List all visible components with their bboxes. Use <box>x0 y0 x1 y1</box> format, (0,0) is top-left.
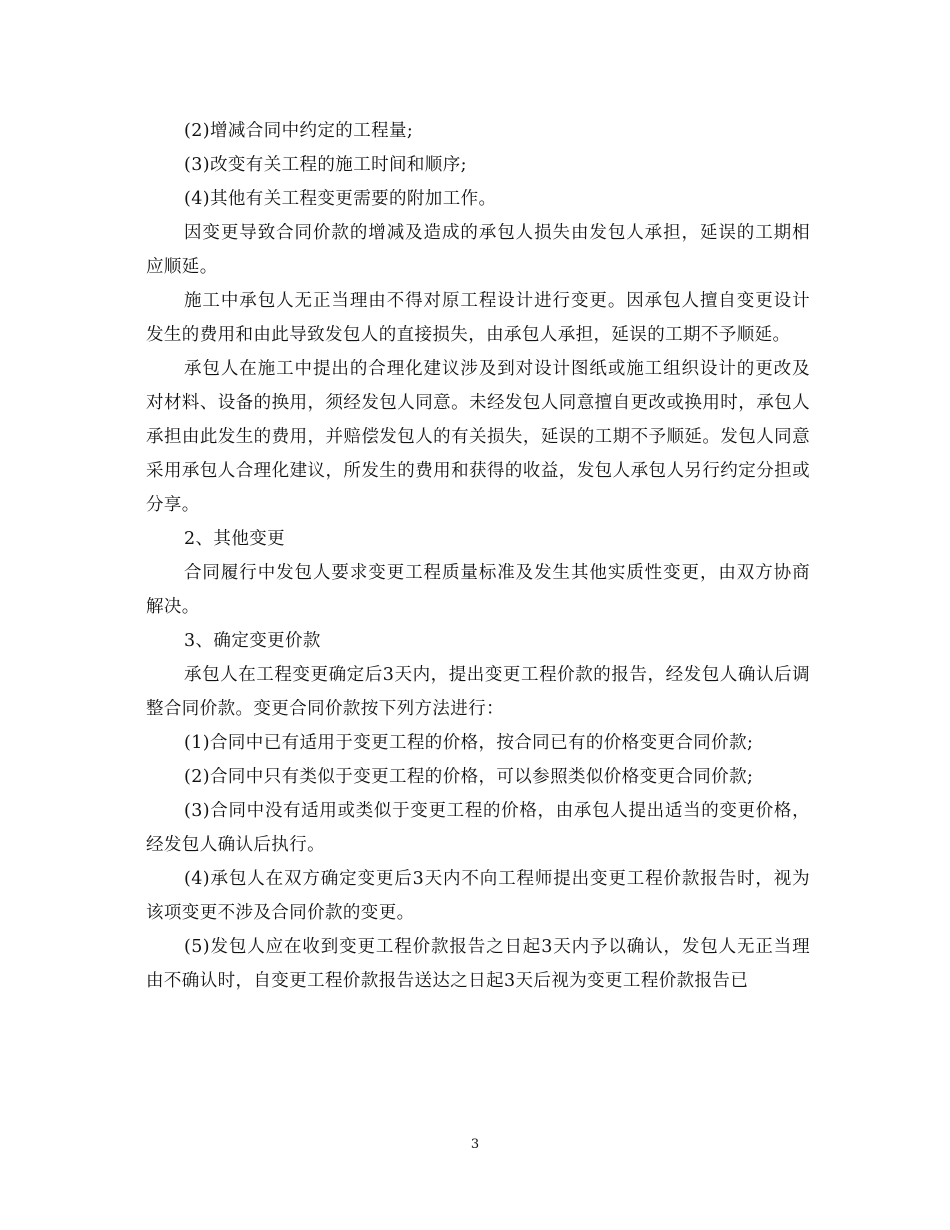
section-heading-change-price: 3、确定变更价款 <box>184 631 321 651</box>
document-body <box>146 114 810 998</box>
paragraph-change-price-report: 承包人在工程变更确定后3天内，提出变更工程价款的报告，经发包人确认后调整合同价款。变更合同价款按下列方法进行： <box>146 665 810 719</box>
page-number: 3 <box>470 1137 480 1152</box>
paragraph-item-3: (3)改变有关工程的施工时间和顺序; <box>184 155 467 175</box>
paragraph-item-2: (2)增减合同中约定的工程量; <box>184 121 414 141</box>
paragraph-unauthorized-change: 施工中承包人无正当理由不得对原工程设计进行变更。因承包人擅自变更设计发生的费用和由此导致发包人的直接损失，由承包人承担，延误的工期不予顺延。 <box>146 291 810 345</box>
paragraph-rationalization-proposal: 承包人在施工中提出的合理化建议涉及到对设计图纸或施工组织设计的更改及对材料、设备的换用，须经发包人同意。未经发包人同意擅自更改或换用时，承包人承担由此发生的费用，并赔偿发包人的有关损失，延误的工期不予顺延。发包人同意采用承包人合理化建议，所发生的费用和获得的收益，发包人承包人另行约定分担或分享。 <box>146 359 810 515</box>
section-heading-other-changes: 2、其他变更 <box>184 529 286 549</box>
paragraph-price-method-1: (1)合同中已有适用于变更工程的价格，按合同已有的价格变更合同价款; <box>184 733 754 753</box>
paragraph-item-4: (4)其他有关工程变更需要的附加工作。 <box>184 189 497 209</box>
paragraph-price-method-4: (4)承包人在双方确定变更后3天内不向工程师提出变更工程价款报告时，视为该项变更不涉及合同价款的变更。 <box>146 869 810 923</box>
paragraph-other-changes: 合同履行中发包人要求变更工程质量标准及发生其他实质性变更，由双方协商解决。 <box>146 563 810 617</box>
paragraph-price-method-3: (3)合同中没有适用或类似于变更工程的价格，由承包人提出适当的变更价格，经发包人确认后执行。 <box>146 801 810 855</box>
paragraph-cost-delay: 因变更导致合同价款的增减及造成的承包人损失由发包人承担，延误的工期相应顺延。 <box>146 223 810 277</box>
paragraph-price-method-2: (2)合同中只有类似于变更工程的价格，可以参照类似价格变更合同价款; <box>184 767 754 787</box>
paragraph-price-method-5: (5)发包人应在收到变更工程价款报告之日起3天内予以确认，发包人无正当理由不确认时，自变更工程价款报告送达之日起3天后视为变更工程价款报告已 <box>146 937 810 991</box>
